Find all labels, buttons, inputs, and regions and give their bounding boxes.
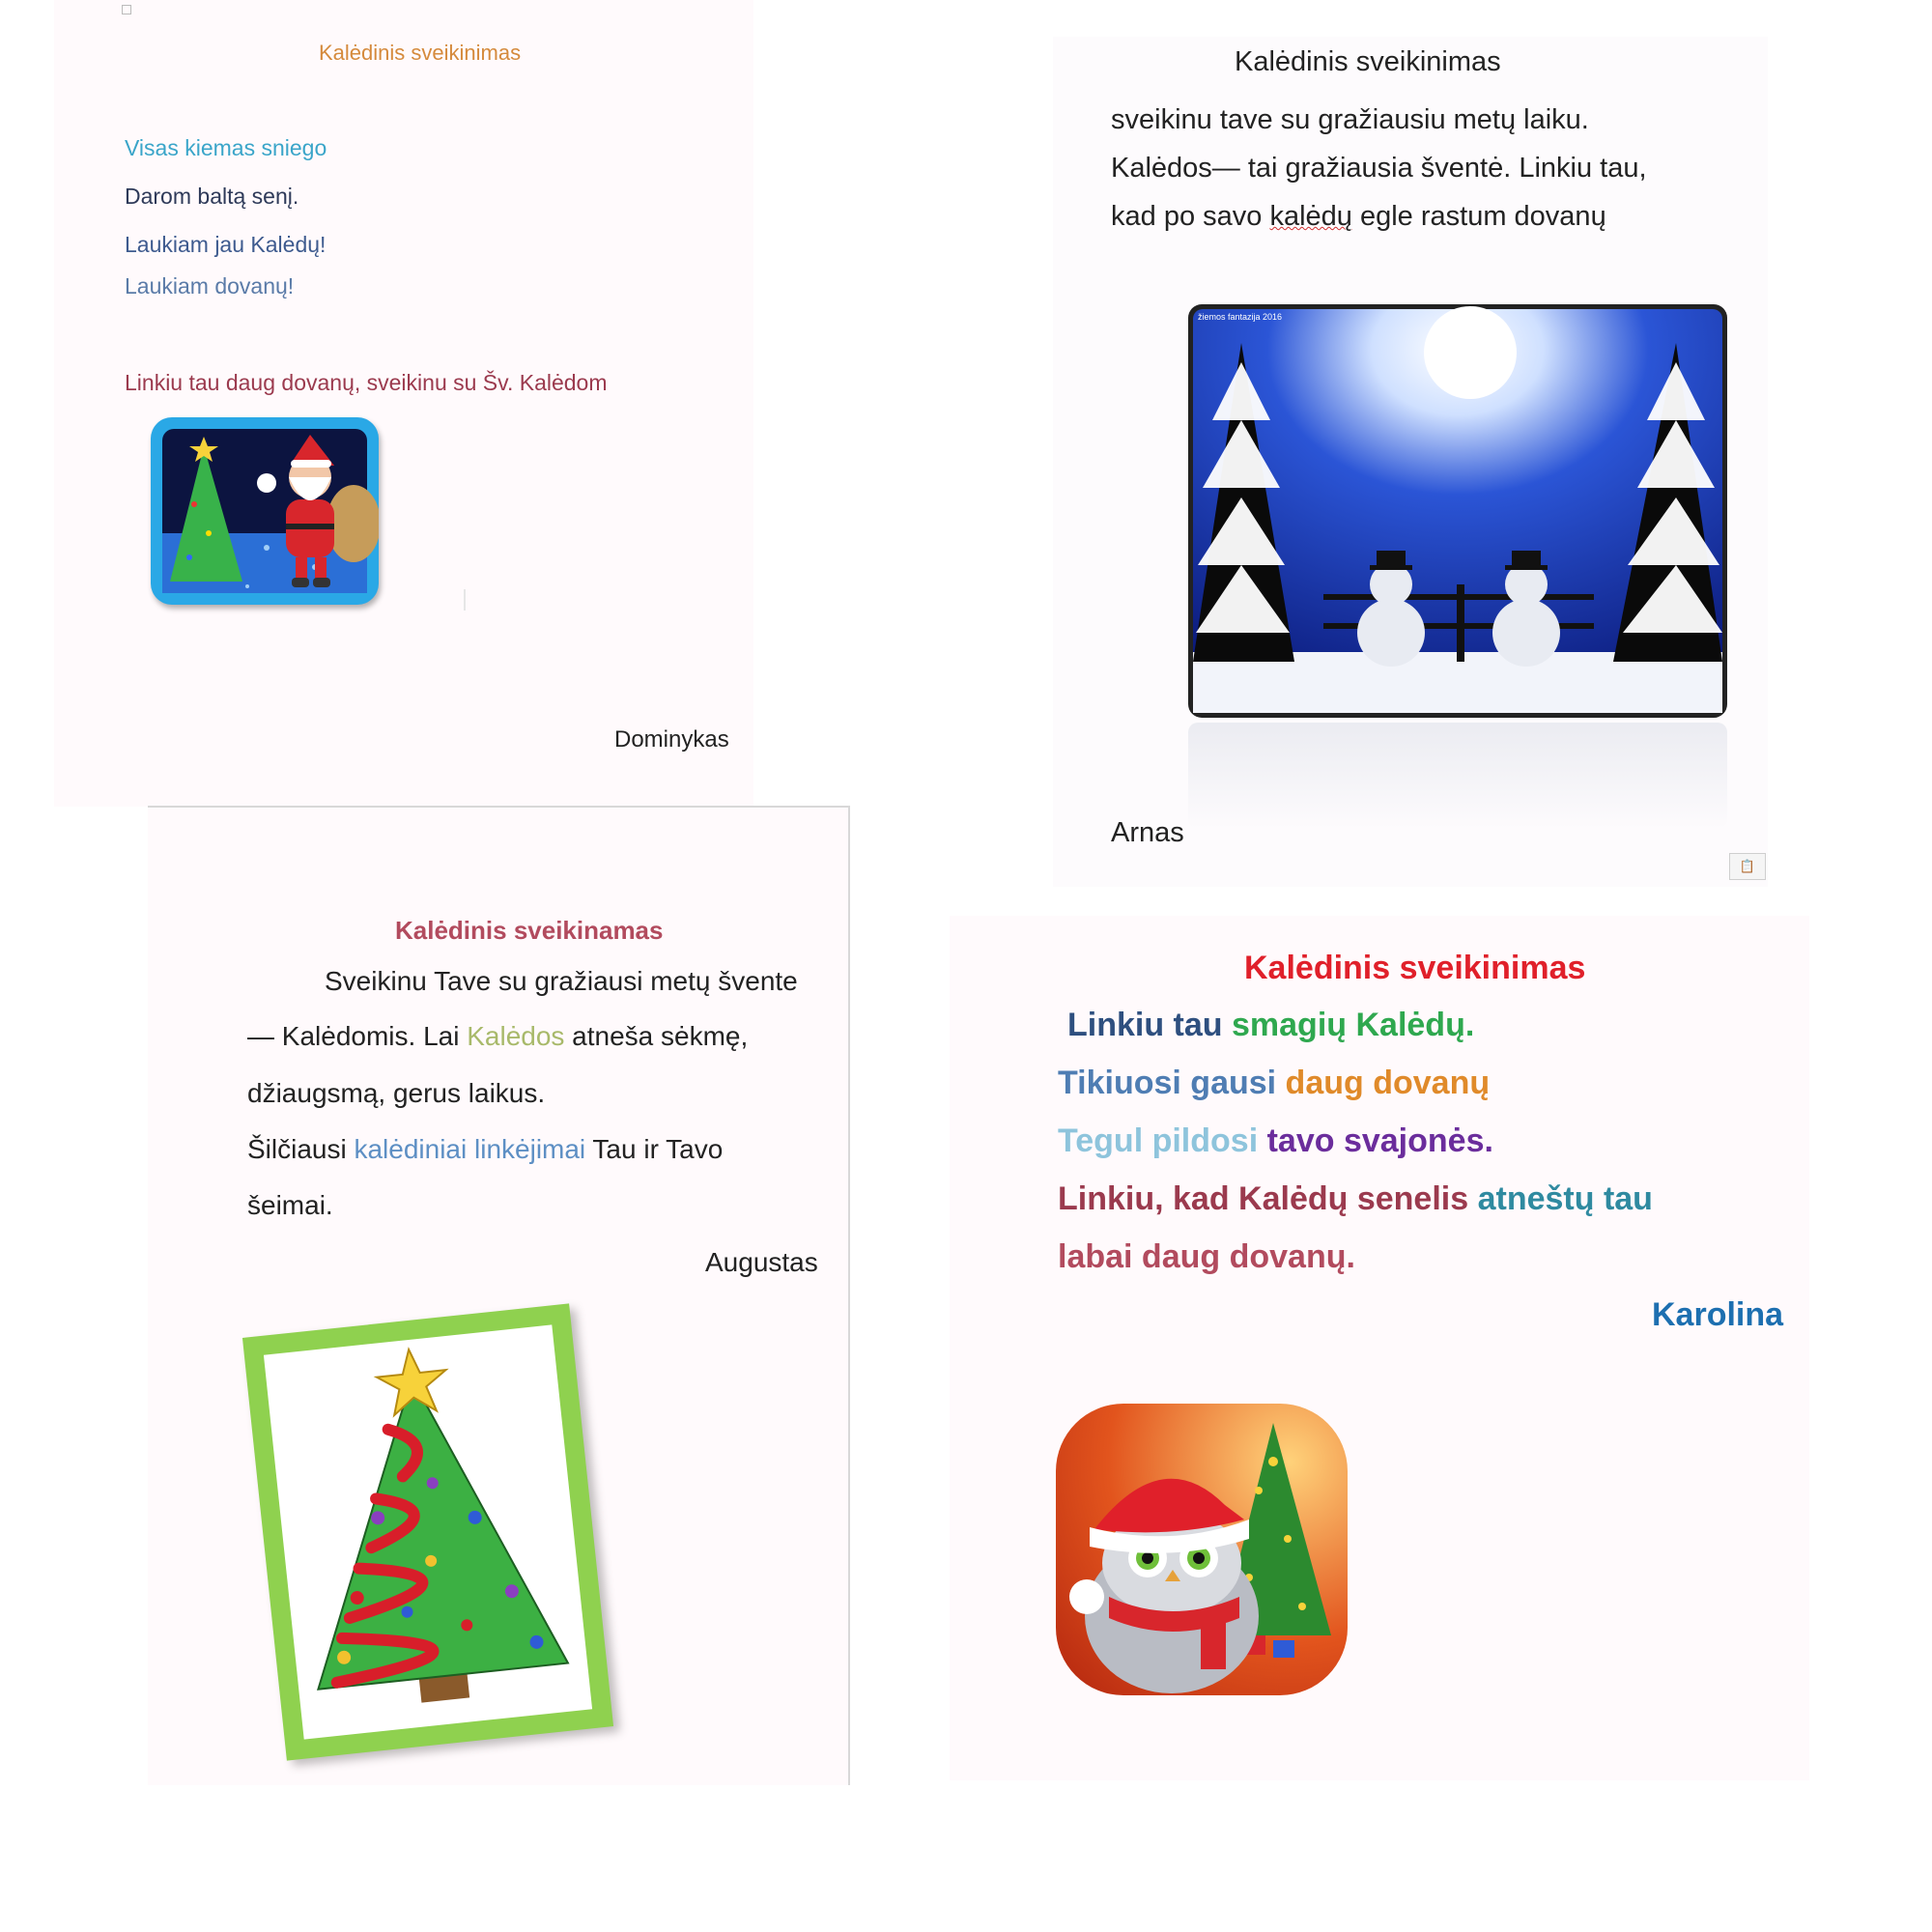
divider <box>464 589 466 611</box>
card4-line-1-a: Linkiu tau <box>1067 1007 1232 1043</box>
card4-line-3 <box>1058 1122 1493 1160</box>
card3-line-4-c: Tau ir Tavo <box>585 1134 724 1164</box>
card4-line-3-b: tavo svajonės. <box>1266 1122 1493 1159</box>
card1-line-4: Laukiam dovanų! <box>125 273 295 298</box>
card4-line-2-a: Tikiuosi gausi <box>1058 1065 1286 1101</box>
card3-line-2-a: — Kalėdomis. Lai <box>247 1021 468 1051</box>
card3-line-4 <box>247 1134 723 1165</box>
card3-line-4-a: Šilčiausi <box>247 1134 355 1164</box>
card-dominykas <box>54 0 753 807</box>
card3-highlight-wishes: kalėdiniai linkėjimai <box>354 1134 586 1164</box>
card2-line-3-c: egle rastum dovanų <box>1351 201 1606 232</box>
card1-wish: Linkiu tau daug dovanų, sveikinu su Šv. Kalėdom <box>125 370 608 395</box>
card4-line-2-b: daug dovanų <box>1285 1065 1491 1101</box>
card3-highlight-kaledos: Kalėdos <box>467 1021 565 1051</box>
card3-author: Augustas <box>705 1247 818 1277</box>
card2-misspelled-word: kalėdų <box>1269 201 1352 232</box>
card2-line-3 <box>1111 201 1606 233</box>
card4-author: Karolina <box>1652 1296 1784 1333</box>
card4-line-5: labai daug dovanų. <box>1058 1238 1355 1275</box>
card2-line-1: sveikinu tave su gražiausiu metų laiku. <box>1111 104 1589 135</box>
winter-picture-caption: žiemos fantazija 2016 <box>1198 312 1283 322</box>
winter-snowmen-picture <box>1188 304 1727 718</box>
card3-line-3: džiaugsmą, gerus laikus. <box>247 1078 546 1108</box>
picture-reflection <box>1188 723 1727 829</box>
card4-line-4-b: atneštų tau <box>1477 1180 1653 1217</box>
santa-picture <box>151 417 379 605</box>
text-cursor-marker <box>122 5 131 14</box>
card4-line-4-a: Linkiu, kad Kalėdų senelis <box>1058 1180 1478 1217</box>
card2-title: Kalėdinis sveikinimas <box>1235 46 1501 77</box>
card4-line-2 <box>1058 1065 1490 1102</box>
card4-title: Kalėdinis sveikinimas <box>1244 950 1586 986</box>
card2-line-2: Kalėdos— tai gražiausia šventė. Linkiu tau, <box>1111 153 1647 184</box>
paste-options-icon[interactable]: 📋 <box>1729 853 1766 880</box>
card4-line-1 <box>1067 1007 1474 1044</box>
card1-line-3: Laukiam jau Kalėdų! <box>125 232 327 257</box>
card1-line-2: Darom baltą senį. <box>125 184 299 209</box>
card1-author: Dominykas <box>614 726 729 753</box>
card4-line-3-a: Tegul pildosi <box>1058 1122 1267 1159</box>
card2-line-3-a: kad po savo <box>1111 201 1270 232</box>
card1-line-1: Visas kiemas sniego <box>125 135 327 160</box>
owl-santa-hat-picture <box>1056 1404 1348 1695</box>
card-arnas <box>1053 37 1768 887</box>
card2-author: Arnas <box>1111 817 1184 848</box>
card4-line-1-b: smagių Kalėdų. <box>1232 1007 1475 1043</box>
card3-title: Kalėdinis sveikinamas <box>395 916 664 945</box>
card4-line-4 <box>1058 1180 1653 1218</box>
card-karolina <box>950 916 1809 1780</box>
card-augustas <box>148 806 850 1785</box>
christmas-tree-picture <box>242 1303 613 1760</box>
card3-line-2 <box>247 1021 748 1052</box>
card3-line-1: Sveikinu Tave su gražiausi metų švente <box>325 966 798 996</box>
card3-line-2-c: atneša sėkmę, <box>564 1021 749 1051</box>
card3-line-5: šeimai. <box>247 1190 333 1220</box>
card1-title: Kalėdinis sveikinimas <box>319 41 522 65</box>
